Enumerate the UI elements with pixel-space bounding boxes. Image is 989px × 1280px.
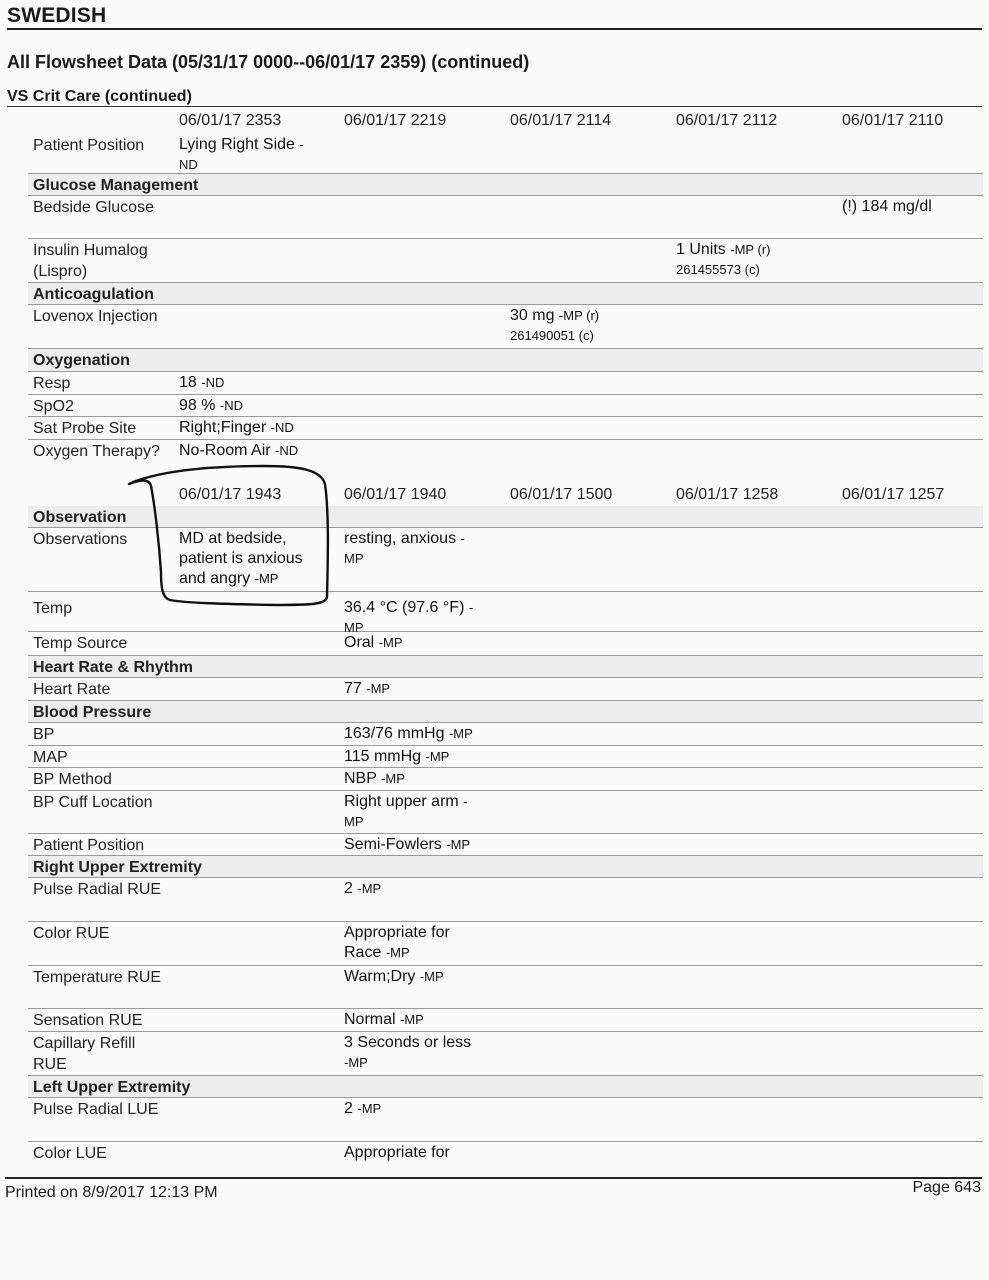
row-label: Bedside Glucose [33, 199, 154, 216]
cell-value: MD at bedside, patient is anxious and angry -MP [179, 530, 303, 587]
time-column-header: 06/01/17 2112 [676, 112, 778, 129]
category-label: Anticoagulation [33, 286, 154, 303]
table-row [28, 395, 983, 417]
cell-value: Right upper arm - MP [344, 793, 468, 829]
row-label: Color RUE [33, 925, 110, 942]
cell-value: 36.4 °C (97.6 °F) - MP [344, 599, 474, 635]
table-row [28, 632, 983, 656]
time-column-header: 06/01/17 1258 [676, 486, 779, 503]
brand-name: SWEDISH [7, 4, 107, 27]
table-row [28, 1142, 983, 1168]
table-row [28, 723, 983, 746]
row-label: Lovenox Injection [33, 308, 158, 325]
row-label: Resp [33, 375, 71, 392]
category-label: Left Upper Extremity [33, 1079, 191, 1096]
cell-value: Semi-Fowlers -MP [344, 836, 471, 853]
time-column-header: 06/01/17 2114 [510, 112, 612, 129]
printed-timestamp: Printed on 8/9/2017 12:13 PM [5, 1184, 218, 1201]
row-label: Temp Source [33, 635, 128, 652]
time-column-header: 06/01/17 1257 [842, 486, 945, 503]
row-label: Temp [33, 600, 73, 617]
cell-value: resting, anxious - MP [344, 530, 465, 566]
table-row [28, 768, 983, 791]
category-row [28, 656, 983, 678]
table-row [28, 1098, 983, 1142]
row-label: Sensation RUE [33, 1012, 143, 1029]
table-row [28, 1032, 983, 1076]
time-header-row [28, 110, 983, 134]
row-label: BP Cuff Location [33, 794, 153, 811]
table-row [28, 134, 983, 174]
cell-value: 98 % -ND [179, 397, 244, 414]
category-label: Heart Rate & Rhythm [33, 659, 194, 676]
category-row [28, 349, 983, 372]
row-label: Heart Rate [33, 681, 111, 698]
flowsheet-block-1 [28, 110, 983, 484]
row-label: SpO2 [33, 398, 74, 415]
row-label: BP [33, 726, 55, 743]
category-row [28, 174, 983, 196]
cell-value: No-Room Air -ND [179, 442, 299, 459]
cell-value: 163/76 mmHg -MP [344, 725, 473, 742]
cell-value: Right;Finger -ND [179, 419, 294, 436]
time-column-header: 06/01/17 2219 [344, 112, 447, 129]
brand-divider [7, 28, 982, 30]
row-label: Temperature RUE [33, 969, 162, 986]
time-column-header: 06/01/17 2110 [842, 112, 944, 129]
cell-value: Warm;Dry -MP [344, 968, 444, 985]
row-label: Pulse Radial RUE [33, 881, 162, 898]
cell-value: Lying Right Side - ND [179, 136, 304, 172]
row-label: Patient Position [33, 137, 145, 154]
cell-value: 2 -MP [344, 1100, 382, 1117]
table-row [28, 417, 983, 440]
row-label: Patient Position [33, 837, 145, 854]
cell-value: 77 -MP [344, 680, 391, 697]
time-column-header: 06/01/17 1940 [344, 486, 447, 503]
section-divider [7, 106, 982, 107]
row-label: Capillary Refill RUE [33, 1035, 136, 1073]
row-label: BP Method [33, 771, 112, 788]
footer-divider [5, 1177, 982, 1179]
cell-value: 3 Seconds or less -MP [344, 1034, 472, 1070]
table-row [28, 196, 983, 239]
table-row [28, 966, 983, 1009]
row-label: Oxygen Therapy? [33, 443, 160, 460]
page-number: Page 643 [912, 1179, 981, 1196]
table-row [28, 305, 983, 349]
cell-value: 1 Units -MP (r) 261455573 (c) [676, 241, 771, 277]
row-label: MAP [33, 749, 68, 766]
cell-value: 2 -MP [344, 880, 382, 897]
category-label: Right Upper Extremity [33, 859, 202, 876]
row-label: Sat Probe Site [33, 420, 137, 437]
time-column-header: 06/01/17 1500 [510, 486, 613, 503]
cell-value: Appropriate for [344, 1144, 450, 1161]
time-column-header: 06/01/17 1943 [179, 486, 282, 503]
table-row [28, 878, 983, 922]
table-row [28, 746, 983, 768]
category-row [28, 283, 983, 305]
cell-value: Oral -MP [344, 634, 403, 651]
section-title: VS Crit Care (continued) [7, 88, 192, 105]
category-label: Observation [33, 509, 127, 526]
table-row [28, 922, 983, 966]
cell-value: 115 mmHg -MP [344, 748, 450, 765]
category-label: Blood Pressure [33, 704, 152, 721]
category-row [28, 856, 983, 878]
category-row [28, 701, 983, 723]
cell-value: Appropriate for Race -MP [344, 924, 450, 961]
cell-value: Normal -MP [344, 1011, 424, 1028]
table-row [28, 239, 983, 283]
cell-value: (!) 184 mg/dl [842, 198, 932, 215]
table-row [28, 1009, 983, 1032]
category-label: Glucose Management [33, 177, 199, 194]
table-row [28, 834, 983, 856]
row-label: Color LUE [33, 1145, 107, 1162]
hand-drawn-circle-annotation [125, 462, 335, 610]
row-label: Pulse Radial LUE [33, 1101, 159, 1118]
table-row [28, 678, 983, 701]
row-label: Insulin Humalog (Lispro) [33, 242, 148, 280]
table-row [28, 791, 983, 834]
cell-value: NBP -MP [344, 770, 405, 787]
report-title: All Flowsheet Data (05/31/17 0000--06/01/17 2359) (continued) [7, 52, 530, 72]
category-row [28, 1076, 983, 1098]
cell-value: 30 mg -MP (r) 261490051 (c) [510, 307, 600, 343]
category-label: Oxygenation [33, 352, 130, 369]
table-row [28, 372, 983, 395]
time-column-header: 06/01/17 2353 [179, 112, 282, 129]
cell-value: 18 -ND [179, 374, 225, 391]
row-label: Observations [33, 531, 128, 548]
